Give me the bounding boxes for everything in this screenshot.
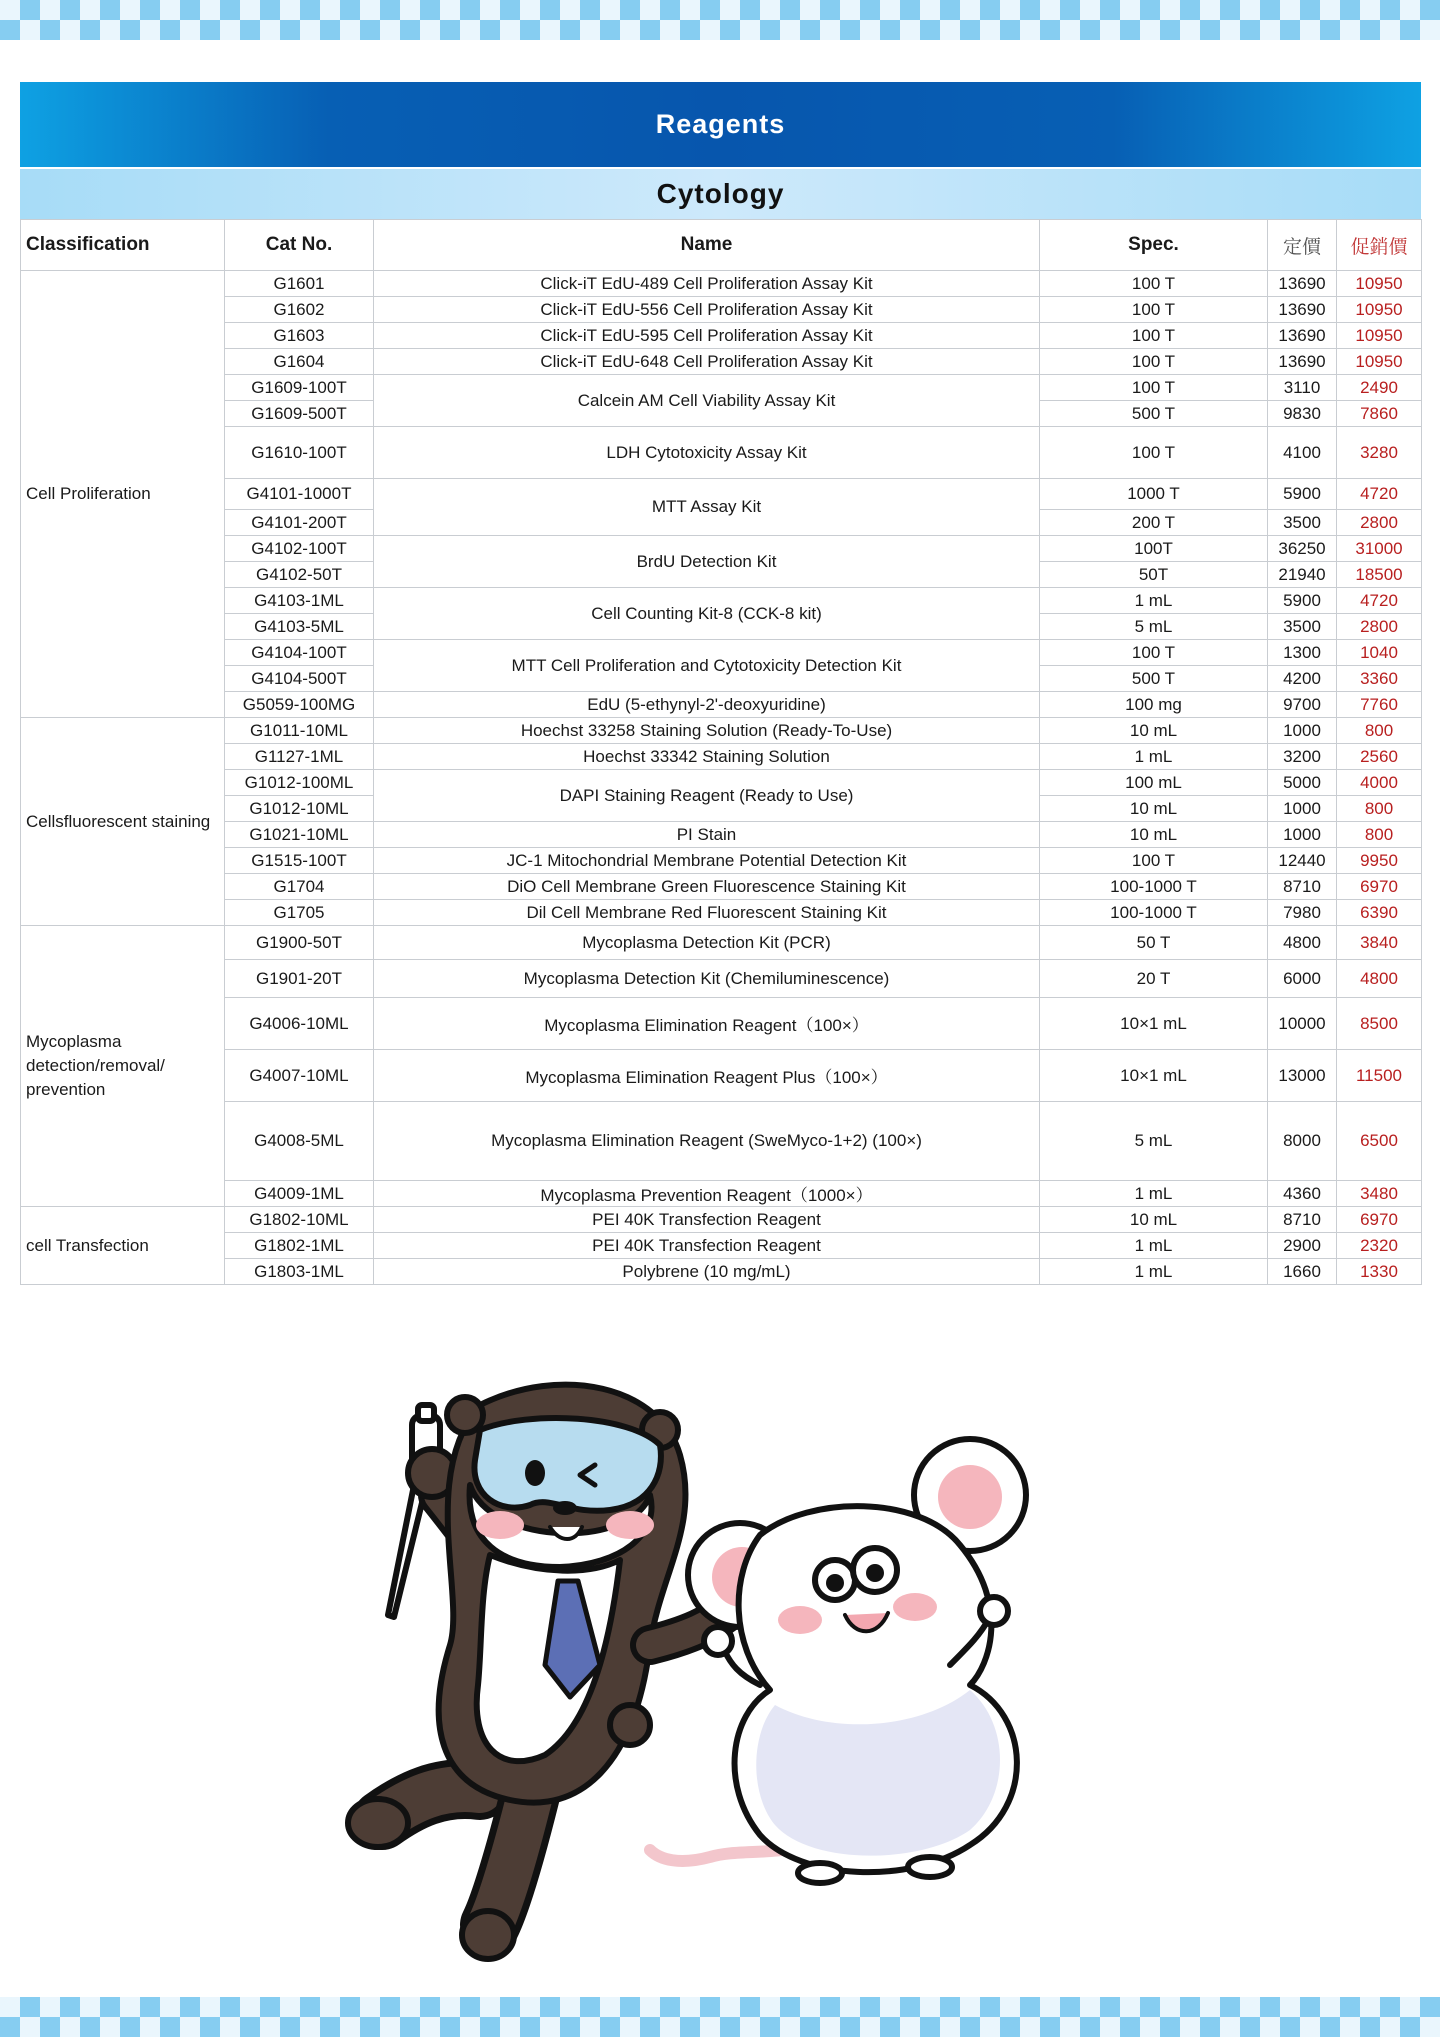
price-cell: 5000 xyxy=(1268,770,1337,796)
promo-price-cell: 2490 xyxy=(1337,375,1422,401)
price-cell: 4200 xyxy=(1268,666,1337,692)
name-cell: Mycoplasma Elimination Reagent（100×） xyxy=(374,998,1040,1050)
spec-cell: 10 mL xyxy=(1040,718,1268,744)
price-cell: 3500 xyxy=(1268,614,1337,640)
price-cell: 2900 xyxy=(1268,1233,1337,1259)
price-cell: 1300 xyxy=(1268,640,1337,666)
promo-price-cell: 3360 xyxy=(1337,666,1422,692)
name-cell: MTT Cell Proliferation and Cytotoxicity Detection Kit xyxy=(374,640,1040,692)
spec-cell: 100 T xyxy=(1040,375,1268,401)
promo-price-cell: 2800 xyxy=(1337,510,1422,536)
promo-price-cell: 6390 xyxy=(1337,900,1422,926)
promo-price-cell: 4720 xyxy=(1337,479,1422,510)
promo-price-cell: 2800 xyxy=(1337,614,1422,640)
table-row xyxy=(21,1181,1422,1207)
spec-cell: 100-1000 T xyxy=(1040,874,1268,900)
name-cell: Mycoplasma Elimination Reagent (SweMyco-1+2) (100×) xyxy=(374,1102,1040,1181)
price-cell: 4100 xyxy=(1268,427,1337,479)
name-cell: BrdU Detection Kit xyxy=(374,536,1040,588)
spec-cell: 100 T xyxy=(1040,297,1268,323)
classification-cell: Cellsfluorescent staining xyxy=(21,718,225,926)
promo-price-cell: 2560 xyxy=(1337,744,1422,770)
spec-cell: 20 T xyxy=(1040,960,1268,998)
price-cell: 3500 xyxy=(1268,510,1337,536)
checker-border-bottom xyxy=(0,1997,1440,2037)
spec-cell: 1 mL xyxy=(1040,1181,1268,1207)
table-header-row xyxy=(21,220,1422,271)
price-cell: 8000 xyxy=(1268,1102,1337,1181)
promo-price-cell: 1330 xyxy=(1337,1259,1422,1285)
table-row xyxy=(21,427,1422,479)
name-cell: Mycoplasma Prevention Reagent（1000×） xyxy=(374,1181,1040,1207)
table-row xyxy=(21,536,1422,562)
spec-cell: 50 T xyxy=(1040,926,1268,960)
table-row xyxy=(21,998,1422,1050)
spec-cell: 100 T xyxy=(1040,427,1268,479)
promo-price-cell: 18500 xyxy=(1337,562,1422,588)
cat-no-cell: G4102-50T xyxy=(225,562,374,588)
name-cell: PI Stain xyxy=(374,822,1040,848)
name-cell: PEI 40K Transfection Reagent xyxy=(374,1233,1040,1259)
name-cell: Click-iT EdU-595 Cell Proliferation Assay Kit xyxy=(374,323,1040,349)
spec-cell: 10×1 mL xyxy=(1040,1050,1268,1102)
cat-no-cell: G1802-1ML xyxy=(225,1233,374,1259)
promo-price-cell: 3840 xyxy=(1337,926,1422,960)
price-cell: 1000 xyxy=(1268,796,1337,822)
table-row xyxy=(21,822,1422,848)
price-cell: 12440 xyxy=(1268,848,1337,874)
price-cell: 13690 xyxy=(1268,349,1337,375)
table-row xyxy=(21,1102,1422,1181)
price-cell: 13690 xyxy=(1268,323,1337,349)
promo-price-cell: 3480 xyxy=(1337,1181,1422,1207)
promo-price-cell: 10950 xyxy=(1337,323,1422,349)
name-cell: Click-iT EdU-648 Cell Proliferation Assay Kit xyxy=(374,349,1040,375)
spec-cell: 100 T xyxy=(1040,640,1268,666)
reagent-table xyxy=(20,219,1422,1285)
name-cell: Mycoplasma Detection Kit (PCR) xyxy=(374,926,1040,960)
table-row xyxy=(21,744,1422,770)
name-cell: MTT Assay Kit xyxy=(374,479,1040,536)
spec-cell: 500 T xyxy=(1040,666,1268,692)
promo-price-cell: 800 xyxy=(1337,796,1422,822)
cat-no-cell: G1012-100ML xyxy=(225,770,374,796)
promo-price-cell: 6500 xyxy=(1337,1102,1422,1181)
header-classification: Classification xyxy=(21,220,225,271)
table-row xyxy=(21,874,1422,900)
spec-cell: 10×1 mL xyxy=(1040,998,1268,1050)
cat-no-cell: G4103-5ML xyxy=(225,614,374,640)
price-cell: 13690 xyxy=(1268,271,1337,297)
name-cell: Click-iT EdU-556 Cell Proliferation Assay Kit xyxy=(374,297,1040,323)
cat-no-cell: G1802-10ML xyxy=(225,1207,374,1233)
price-cell: 36250 xyxy=(1268,536,1337,562)
name-cell: EdU (5-ethynyl-2'-deoxyuridine) xyxy=(374,692,1040,718)
cat-no-cell: G1601 xyxy=(225,271,374,297)
classification-cell: Cell Proliferation xyxy=(21,271,225,718)
cat-no-cell: G1021-10ML xyxy=(225,822,374,848)
table-row xyxy=(21,271,1422,297)
price-cell: 1000 xyxy=(1268,822,1337,848)
price-cell: 3200 xyxy=(1268,744,1337,770)
table-row xyxy=(21,323,1422,349)
name-cell: Mycoplasma Elimination Reagent Plus（100×） xyxy=(374,1050,1040,1102)
spec-cell: 1 mL xyxy=(1040,1233,1268,1259)
header-spec: Spec. xyxy=(1040,220,1268,271)
promo-price-cell: 31000 xyxy=(1337,536,1422,562)
promo-price-cell: 1040 xyxy=(1337,640,1422,666)
price-cell: 21940 xyxy=(1268,562,1337,588)
table-row xyxy=(21,960,1422,998)
cat-no-cell: G4102-100T xyxy=(225,536,374,562)
header-list-price: 定價 xyxy=(1268,220,1337,271)
price-cell: 10000 xyxy=(1268,998,1337,1050)
table-row xyxy=(21,1050,1422,1102)
promo-price-cell: 7860 xyxy=(1337,401,1422,427)
table-row xyxy=(21,1233,1422,1259)
table-row xyxy=(21,1259,1422,1285)
table-row xyxy=(21,692,1422,718)
cat-no-cell: G1705 xyxy=(225,900,374,926)
table-row xyxy=(21,588,1422,614)
price-cell: 5900 xyxy=(1268,588,1337,614)
spec-cell: 100 mL xyxy=(1040,770,1268,796)
spec-cell: 200 T xyxy=(1040,510,1268,536)
promo-price-cell: 800 xyxy=(1337,822,1422,848)
spec-cell: 1 mL xyxy=(1040,588,1268,614)
spec-cell: 500 T xyxy=(1040,401,1268,427)
header-promo-price: 促銷價 xyxy=(1337,220,1422,271)
promo-price-cell: 9950 xyxy=(1337,848,1422,874)
table-row xyxy=(21,770,1422,796)
price-cell: 9830 xyxy=(1268,401,1337,427)
goggles-icon xyxy=(474,1418,660,1511)
price-cell: 8710 xyxy=(1268,874,1337,900)
cat-no-cell: G4101-200T xyxy=(225,510,374,536)
spec-cell: 100T xyxy=(1040,536,1268,562)
price-cell: 4800 xyxy=(1268,926,1337,960)
spec-cell: 100 mg xyxy=(1040,692,1268,718)
promo-price-cell: 8500 xyxy=(1337,998,1422,1050)
section-title: Cytology xyxy=(20,167,1421,219)
spec-cell: 5 mL xyxy=(1040,1102,1268,1181)
price-cell: 3110 xyxy=(1268,375,1337,401)
promo-price-cell: 11500 xyxy=(1337,1050,1422,1102)
table-row xyxy=(21,848,1422,874)
spec-cell: 10 mL xyxy=(1040,796,1268,822)
cat-no-cell: G4101-1000T xyxy=(225,479,374,510)
promo-price-cell: 2320 xyxy=(1337,1233,1422,1259)
name-cell: DAPI Staining Reagent (Ready to Use) xyxy=(374,770,1040,822)
price-cell: 1660 xyxy=(1268,1259,1337,1285)
checker-border-top xyxy=(0,0,1440,40)
cat-no-cell: G1900-50T xyxy=(225,926,374,960)
spec-cell: 100 T xyxy=(1040,323,1268,349)
promo-price-cell: 6970 xyxy=(1337,1207,1422,1233)
cat-no-cell: G1803-1ML xyxy=(225,1259,374,1285)
table-row xyxy=(21,297,1422,323)
spec-cell: 100 T xyxy=(1040,349,1268,375)
classification-cell: cell Transfection xyxy=(21,1207,225,1285)
price-cell: 4360 xyxy=(1268,1181,1337,1207)
table-row xyxy=(21,479,1422,510)
price-cell: 13690 xyxy=(1268,297,1337,323)
name-cell: JC-1 Mitochondrial Membrane Potential Detection Kit xyxy=(374,848,1040,874)
cat-no-cell: G4104-500T xyxy=(225,666,374,692)
name-cell: DiO Cell Membrane Green Fluorescence Staining Kit xyxy=(374,874,1040,900)
cat-no-cell: G4009-1ML xyxy=(225,1181,374,1207)
price-sheet xyxy=(20,82,1421,1285)
spec-cell: 1 mL xyxy=(1040,744,1268,770)
spec-cell: 1000 T xyxy=(1040,479,1268,510)
cat-no-cell: G1704 xyxy=(225,874,374,900)
promo-price-cell: 3280 xyxy=(1337,427,1422,479)
cat-no-cell: G1127-1ML xyxy=(225,744,374,770)
spec-cell: 5 mL xyxy=(1040,614,1268,640)
spec-cell: 100 T xyxy=(1040,271,1268,297)
spec-cell: 50T xyxy=(1040,562,1268,588)
cat-no-cell: G1901-20T xyxy=(225,960,374,998)
promo-price-cell: 4720 xyxy=(1337,588,1422,614)
promo-price-cell: 6970 xyxy=(1337,874,1422,900)
spec-cell: 1 mL xyxy=(1040,1259,1268,1285)
cat-no-cell: G1603 xyxy=(225,323,374,349)
cat-no-cell: G4104-100T xyxy=(225,640,374,666)
cat-no-cell: G1012-10ML xyxy=(225,796,374,822)
spec-cell: 10 mL xyxy=(1040,822,1268,848)
name-cell: PEI 40K Transfection Reagent xyxy=(374,1207,1040,1233)
spec-cell: 100-1000 T xyxy=(1040,900,1268,926)
header-name: Name xyxy=(374,220,1040,271)
name-cell: Dil Cell Membrane Red Fluorescent Staining Kit xyxy=(374,900,1040,926)
table-row xyxy=(21,1207,1422,1233)
table-row xyxy=(21,926,1422,960)
promo-price-cell: 4800 xyxy=(1337,960,1422,998)
name-cell: Polybrene (10 mg/mL) xyxy=(374,1259,1040,1285)
mouse-mascot-icon xyxy=(650,1439,1026,1883)
name-cell: Cell Counting Kit-8 (CCK-8 kit) xyxy=(374,588,1040,640)
price-cell: 9700 xyxy=(1268,692,1337,718)
cat-no-cell: G4008-5ML xyxy=(225,1102,374,1181)
cat-no-cell: G1610-100T xyxy=(225,427,374,479)
promo-price-cell: 10950 xyxy=(1337,349,1422,375)
table-row xyxy=(21,718,1422,744)
promo-price-cell: 4000 xyxy=(1337,770,1422,796)
price-cell: 8710 xyxy=(1268,1207,1337,1233)
cat-no-cell: G1602 xyxy=(225,297,374,323)
spec-cell: 100 T xyxy=(1040,848,1268,874)
price-cell: 7980 xyxy=(1268,900,1337,926)
otter-mascot-icon xyxy=(348,1385,730,1959)
name-cell: Hoechst 33342 Staining Solution xyxy=(374,744,1040,770)
banner-title: Reagents xyxy=(20,82,1421,167)
price-cell: 6000 xyxy=(1268,960,1337,998)
cat-no-cell: G4007-10ML xyxy=(225,1050,374,1102)
table-row xyxy=(21,349,1422,375)
cat-no-cell: G1604 xyxy=(225,349,374,375)
promo-price-cell: 800 xyxy=(1337,718,1422,744)
table-row xyxy=(21,640,1422,666)
table-row xyxy=(21,900,1422,926)
price-cell: 5900 xyxy=(1268,479,1337,510)
cat-no-cell: G4103-1ML xyxy=(225,588,374,614)
cat-no-cell: G1515-100T xyxy=(225,848,374,874)
cat-no-cell: G5059-100MG xyxy=(225,692,374,718)
name-cell: Click-iT EdU-489 Cell Proliferation Assay Kit xyxy=(374,271,1040,297)
promo-price-cell: 10950 xyxy=(1337,297,1422,323)
price-cell: 1000 xyxy=(1268,718,1337,744)
header-cat-no: Cat No. xyxy=(225,220,374,271)
classification-cell: Mycoplasma detection/removal/ prevention xyxy=(21,926,225,1207)
price-cell: 13000 xyxy=(1268,1050,1337,1102)
cat-no-cell: G1609-500T xyxy=(225,401,374,427)
promo-price-cell: 7760 xyxy=(1337,692,1422,718)
spec-cell: 10 mL xyxy=(1040,1207,1268,1233)
cat-no-cell: G1609-100T xyxy=(225,375,374,401)
table-row xyxy=(21,375,1422,401)
cat-no-cell: G4006-10ML xyxy=(225,998,374,1050)
name-cell: Hoechst 33258 Staining Solution (Ready-To-Use) xyxy=(374,718,1040,744)
promo-price-cell: 10950 xyxy=(1337,271,1422,297)
name-cell: Calcein AM Cell Viability Assay Kit xyxy=(374,375,1040,427)
cat-no-cell: G1011-10ML xyxy=(225,718,374,744)
name-cell: LDH Cytotoxicity Assay Kit xyxy=(374,427,1040,479)
mascot-illustration xyxy=(330,1345,1100,1965)
name-cell: Mycoplasma Detection Kit (Chemiluminescence) xyxy=(374,960,1040,998)
